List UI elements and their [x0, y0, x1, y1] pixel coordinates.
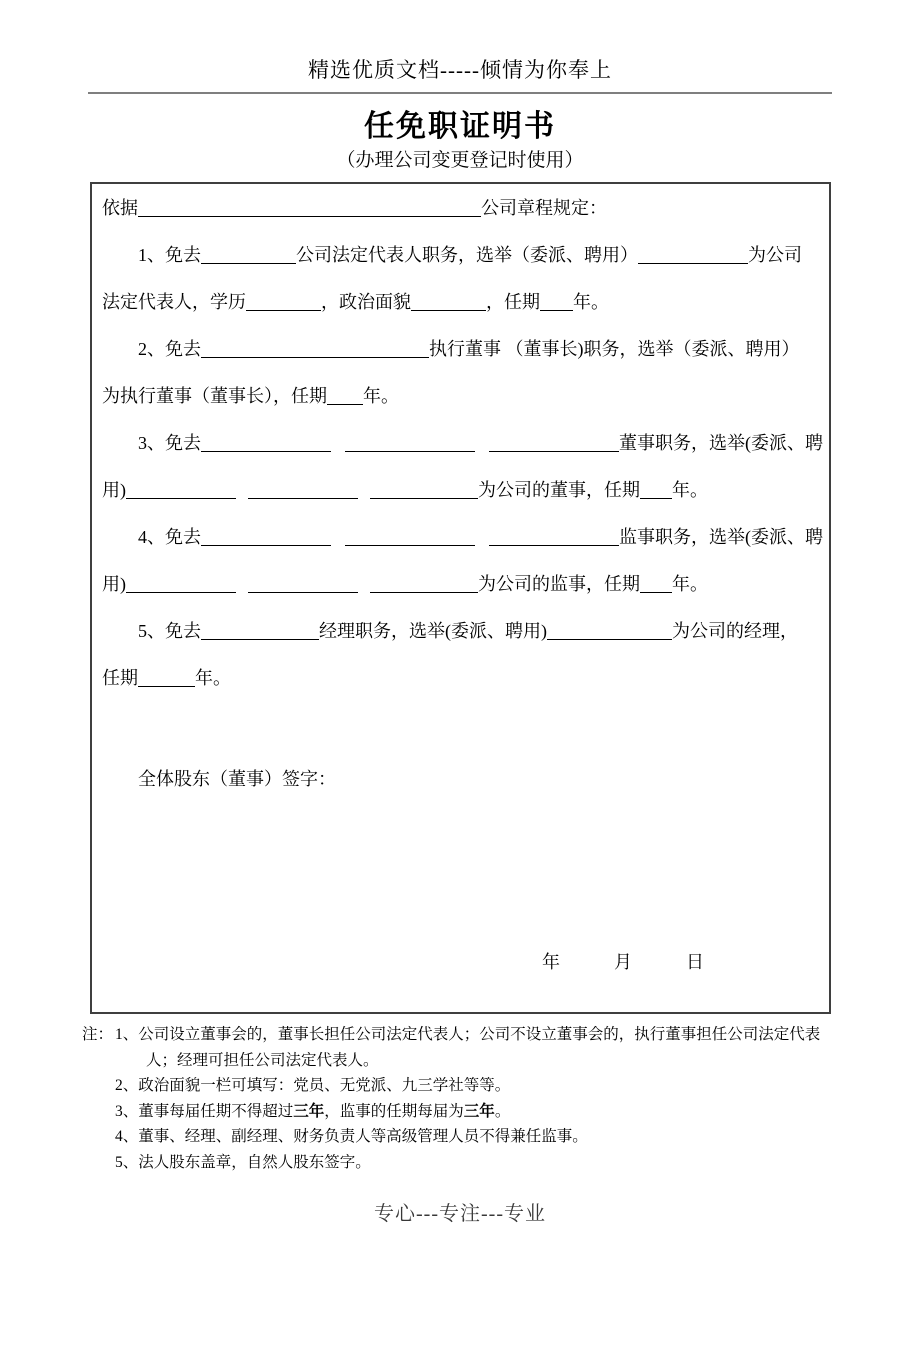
form-text: 3、免去 [138, 433, 201, 453]
form-border-box [90, 182, 831, 1014]
form-text: 执行董事 （董事长)职务，选举（委派、聘用） [429, 339, 800, 359]
form-line [102, 561, 819, 608]
form-text: 年。 [672, 574, 708, 594]
form-text: 为公司的董事，任期 [478, 480, 640, 500]
blank-field [489, 528, 619, 546]
form-text: 经理职务，选举(委派、聘用) [319, 621, 547, 641]
form-text: 任期 [102, 668, 138, 688]
blank-field [126, 575, 236, 593]
form-text: 董事职务，选举(委派、聘 [619, 433, 823, 453]
blank-field [201, 340, 429, 358]
form-text: 1、免去 [138, 245, 201, 265]
form-text: 4、董事、经理、副经理、财务负责人等高级管理人员不得兼任监事。 [115, 1128, 588, 1145]
form-text: ，任期 [486, 292, 540, 312]
footer-slogan: 专心---专注---专业 [374, 1203, 546, 1225]
form-line [102, 655, 819, 702]
note-item [115, 1124, 836, 1150]
blank-field [248, 575, 358, 593]
form-line [102, 373, 819, 420]
form-text: 5、免去 [138, 621, 201, 641]
blank-field [248, 481, 358, 499]
form-text: 5、法人股东盖章，自然人股东签字。 [115, 1153, 371, 1171]
blank-field [345, 434, 475, 452]
note-item [115, 1150, 836, 1176]
form-text: 公司法定代表人职务，选举（委派、聘用） [296, 245, 638, 265]
header-divider [88, 92, 832, 94]
form-text: ，政治面貌 [321, 292, 411, 312]
form-line [102, 514, 823, 561]
form-text: 为公司 [748, 245, 802, 265]
notes-list [115, 1022, 836, 1175]
form-text: 公司章程规定： [481, 198, 607, 218]
form-text-bold: 三年 [293, 1102, 325, 1120]
blank-field [201, 622, 319, 640]
blank-field [138, 669, 195, 687]
form-text: 年。 [573, 292, 609, 312]
form-line [102, 185, 819, 232]
form-text: 法定代表人，学历 [102, 292, 246, 312]
notes-section [82, 1022, 836, 1175]
blank-field [201, 434, 331, 452]
date-line: 年 月 日 [542, 952, 704, 972]
blank-field [138, 199, 481, 217]
form-text: 用) [102, 574, 126, 594]
form-text: 2、免去 [138, 339, 201, 359]
form-text: 2、政治面貌一栏可填写：党员、无党派、九三学社等等。 [115, 1077, 511, 1094]
form-text: 年。 [363, 386, 399, 406]
blank-field [489, 434, 619, 452]
document-title: 任免职证明书 [364, 110, 556, 143]
form-text-bold: 三年 [463, 1102, 495, 1120]
blank-field [201, 246, 296, 264]
blank-field [640, 575, 672, 593]
blank-field [638, 246, 748, 264]
blank-field [411, 293, 486, 311]
form-text: 4、免去 [138, 527, 201, 547]
form-text: 监事职务，选举(委派、聘 [619, 527, 823, 547]
blank-field [327, 387, 363, 405]
blank-field [126, 481, 236, 499]
form-text: 为执行董事（董事长），任期 [102, 386, 327, 406]
form-line [102, 279, 819, 326]
form-text: 用) [102, 480, 126, 500]
form-text: 为公司的经理， [672, 621, 798, 641]
form-text: 。 [494, 1102, 511, 1120]
blank-field [345, 528, 475, 546]
blank-field [547, 622, 672, 640]
form-line [102, 608, 819, 655]
signature-label: 全体股东（董事）签字： [138, 769, 336, 789]
blank-field [370, 575, 478, 593]
note-item [115, 1099, 836, 1125]
form-text: 年。 [672, 480, 708, 500]
header-slogan: 精选优质文档-----倾情为你奉上 [308, 58, 612, 82]
form-text: ，监事的任期每届为 [324, 1102, 464, 1120]
form-line [102, 326, 819, 373]
form-body [102, 185, 823, 702]
note-item [115, 1022, 836, 1073]
form-text: 年。 [195, 668, 231, 688]
notes-label: 注： [82, 1026, 114, 1043]
document-subtitle: （办理公司变更登记时使用） [336, 150, 584, 171]
form-text: 依据 [102, 198, 138, 218]
blank-field [540, 293, 573, 311]
blank-field [370, 481, 478, 499]
form-text: 为公司的监事，任期 [478, 574, 640, 594]
blank-field [246, 293, 321, 311]
form-text: 1、公司设立董事会的，董事长担任公司法定代表人；公司不设立董事会的，执行董事担任公司法定代表人；经理可担任公司法定代表人。 [115, 1026, 821, 1069]
blank-field [640, 481, 672, 499]
form-line [102, 232, 819, 279]
form-text: 3、董事每届任期不得超过 [115, 1102, 294, 1120]
blank-field [201, 528, 331, 546]
form-line [102, 420, 823, 467]
note-item [115, 1073, 836, 1099]
form-line [102, 467, 819, 514]
